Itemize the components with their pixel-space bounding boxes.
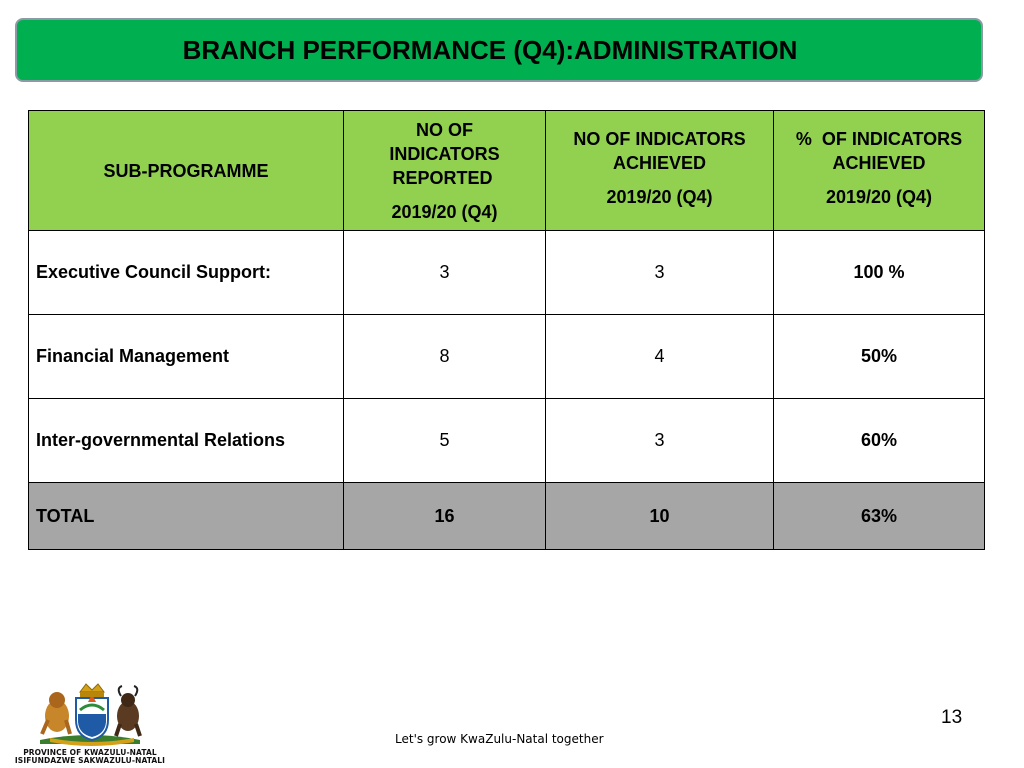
row-sub-programme: Executive Council Support:	[29, 231, 344, 315]
page-number: 13	[941, 707, 963, 728]
table-row	[29, 231, 985, 315]
total-percent: 63%	[774, 483, 985, 550]
header-sub-programme-label: SUB-PROGRAMME	[103, 160, 269, 181]
footer-tagline: Let's grow KwaZulu-Natal together	[395, 732, 604, 746]
page-title: BRANCH PERFORMANCE (Q4):ADMINISTRATION	[182, 34, 798, 65]
header-percent-line2: ACHIEVED	[832, 152, 926, 173]
table-row	[29, 399, 985, 483]
coat-of-arms-icon	[10, 680, 170, 746]
header-reported-line2: INDICATORS	[389, 143, 500, 164]
table-header-row	[29, 111, 985, 231]
header-achieved-period: 2019/20 (Q4)	[606, 186, 713, 207]
row-achieved: 3	[546, 231, 774, 315]
row-reported: 5	[344, 399, 546, 483]
header-achieved-line2: ACHIEVED	[612, 152, 706, 173]
row-achieved: 3	[546, 399, 774, 483]
row-reported: 3	[344, 231, 546, 315]
header-reported-period: 2019/20 (Q4)	[391, 201, 498, 222]
total-achieved: 10	[546, 483, 774, 550]
total-reported: 16	[344, 483, 546, 550]
row-sub-programme: Inter-governmental Relations	[29, 399, 344, 483]
header-sub-programme	[29, 111, 344, 231]
row-reported: 8	[344, 315, 546, 399]
table-row	[29, 315, 985, 399]
header-indicators-achieved	[546, 111, 774, 231]
header-percent-line1: % OF INDICATORS	[795, 128, 963, 149]
provincial-coat-of-arms-logo	[10, 680, 170, 766]
table-total-row	[29, 483, 985, 550]
logo-text-line1: PROVINCE OF KWAZULU-NATAL	[23, 748, 157, 757]
row-sub-programme: Financial Management	[29, 315, 344, 399]
logo-text-line2: ISIFUNDAZWE SAKWAZULU-NATALI	[14, 756, 166, 765]
performance-table	[28, 110, 985, 550]
header-percent-achieved	[774, 111, 985, 231]
row-achieved: 4	[546, 315, 774, 399]
header-reported-line3: REPORTED	[392, 167, 493, 188]
total-label: TOTAL	[29, 483, 344, 550]
header-percent-period: 2019/20 (Q4)	[825, 186, 933, 207]
row-percent: 60%	[774, 399, 985, 483]
row-percent: 50%	[774, 315, 985, 399]
header-indicators-reported	[344, 111, 546, 231]
row-percent: 100 %	[774, 231, 985, 315]
header-reported-line1: NO OF	[416, 119, 473, 140]
title-banner	[15, 18, 983, 82]
header-achieved-line1: NO OF INDICATORS	[573, 128, 746, 149]
